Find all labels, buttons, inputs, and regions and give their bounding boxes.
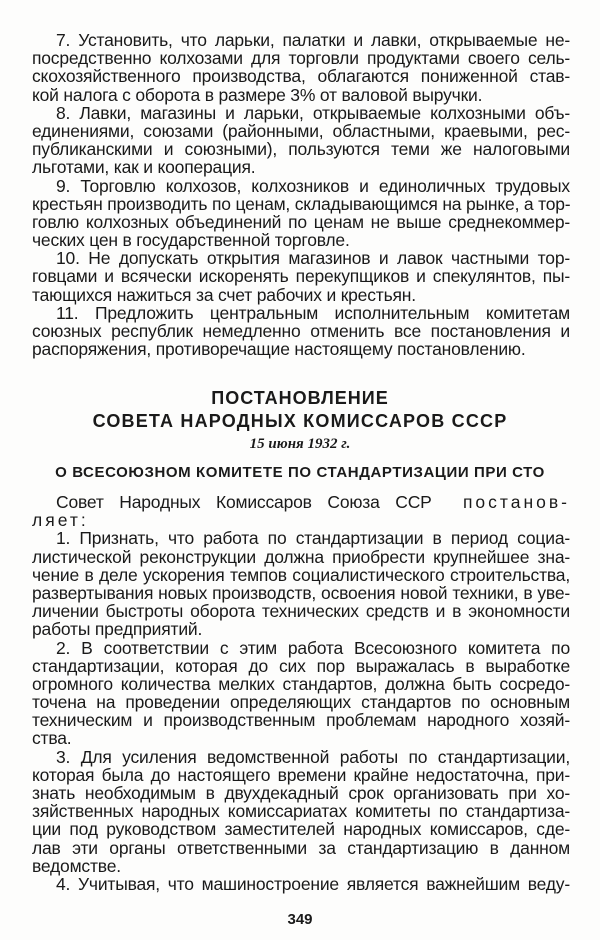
text-line: 8. Лавки, магазины и ларьки, открываемые колхозными объ- [56, 102, 570, 123]
preamble [32, 493, 570, 529]
preamble-text: Совет Народных Комиссаров Союза ССР [56, 492, 432, 512]
decree-issuer: СОВЕТА НАРОДНЫХ КОМИССАРОВ СССР [92, 411, 508, 431]
paragraph-9 [32, 177, 570, 250]
text-line: личении быстроты оборота технических средств и в экономности [32, 601, 570, 622]
text-line: посредственно колхозами для торговли продуктами своего сель- [32, 48, 570, 69]
text-line: точена на проведении определяющих стандартов по основным [32, 692, 570, 713]
preamble-line: ляет: [32, 510, 89, 531]
text-line: чение в деле ускорения темпов социалистического строительства, [32, 564, 570, 585]
text-line: публиканскими и союзными), пользуются теми же налоговыми [32, 139, 570, 160]
text-line: стандартизации, которая до сих пор выражалась в выработке [32, 655, 570, 676]
text-line: листической реконструкции должна приобрести крупнейшее зна- [32, 546, 570, 567]
text-line: развертывания новых производств, освоения новой техники, в уве- [32, 582, 570, 603]
text-line: ческих цен в государственной торговле. [32, 230, 350, 251]
paragraph-2 [32, 639, 570, 748]
paragraph-10 [32, 249, 570, 304]
previous-decree-continuation [32, 31, 570, 358]
text-line: льготами, как и кооперация. [32, 157, 256, 178]
text-line: союзных республик немедленно отменить все постановления и [32, 321, 570, 341]
text-line: 4. Учитывая, что машиностроение является важнейшим веду- [56, 873, 570, 894]
text-line: 2. В соответствии с этим работа Всесоюзного комитета по [56, 637, 570, 658]
paragraph-4 [32, 875, 570, 893]
decree-body [32, 493, 570, 893]
text-line: ции под руководством заместителей народных комиссаров, сде- [32, 819, 570, 840]
preamble-line [32, 493, 570, 511]
text-line: ведомстве. [32, 855, 121, 876]
text-line: работы предприятий. [32, 619, 203, 640]
text-line: знать необходимым в двухдекадный срок организовать при хо- [32, 783, 570, 803]
decree-subject: О ВСЕСОЮЗНОМ КОМИТЕТЕ ПО СТАНДАРТИЗАЦИИ ПРИ СТО [55, 464, 545, 481]
text-line: зяйственных народных комиссариатах комитеты по стандартиза- [32, 801, 570, 822]
text-line: кой налога с оборота в размере 3% от валовой выручки. [32, 84, 483, 105]
text-line: говцами и всячески искоренять перекупщиков и спекулянтов, пы- [32, 266, 570, 287]
decree-date: 15 июня 1932 г. [249, 436, 351, 452]
decree-title: ПОСТАНОВЛЕНИЕ [211, 388, 389, 408]
text-line: распоряжения, противоречащие настоящему постановлению. [32, 339, 526, 360]
page-number: 349 [287, 911, 313, 928]
text-line: техническим и производственным проблемам народного хозяй- [32, 710, 570, 731]
text-line: огромного количества мелких стандартов, должна быть сосредо- [32, 673, 570, 694]
text-line: 1. Признать, что работа по стандартизации в период социа- [56, 528, 570, 549]
text-line: тающихся нажиться за счет рабочих и крестьян. [32, 284, 416, 305]
text-line: единениями, союзами (районными, областными, краевыми, рес- [32, 120, 570, 141]
paragraph-3 [32, 748, 570, 875]
text-line: говлю колхозных объединений по ценам не выше среднекоммер- [32, 211, 570, 232]
paragraph-11 [32, 304, 570, 359]
text-line: 10. Не допускать открытия магазинов и лавок частными тор- [56, 248, 570, 269]
paragraph-1 [32, 529, 570, 638]
text-line: скохозяйственного производства, облагаются пониженной став- [32, 66, 570, 87]
preamble-spaced-word: постанов- [462, 492, 570, 512]
text-line: которая была до настоящего времени крайне недостаточна, при- [32, 764, 570, 785]
text-line: 11. Предложить центральным исполнительным комитетам [56, 302, 570, 323]
paragraph-7 [32, 31, 570, 104]
paragraph-8 [32, 104, 570, 177]
text-line: лав эти органы ответственными за стандартизацию в данном [32, 837, 570, 858]
text-line: 3. Для усиления ведомственной работы по стандартизации, [56, 746, 570, 767]
text-line: крестьян производить по ценам, складывающимся на рынке, а тор- [32, 193, 571, 214]
text-line: 7. Установить, что ларьки, палатки и лавки, открываемые не- [56, 30, 570, 50]
text-line: 9. Торговлю колхозов, колхозников и единоличных трудовых [56, 175, 570, 196]
text-line: ства. [32, 728, 72, 749]
